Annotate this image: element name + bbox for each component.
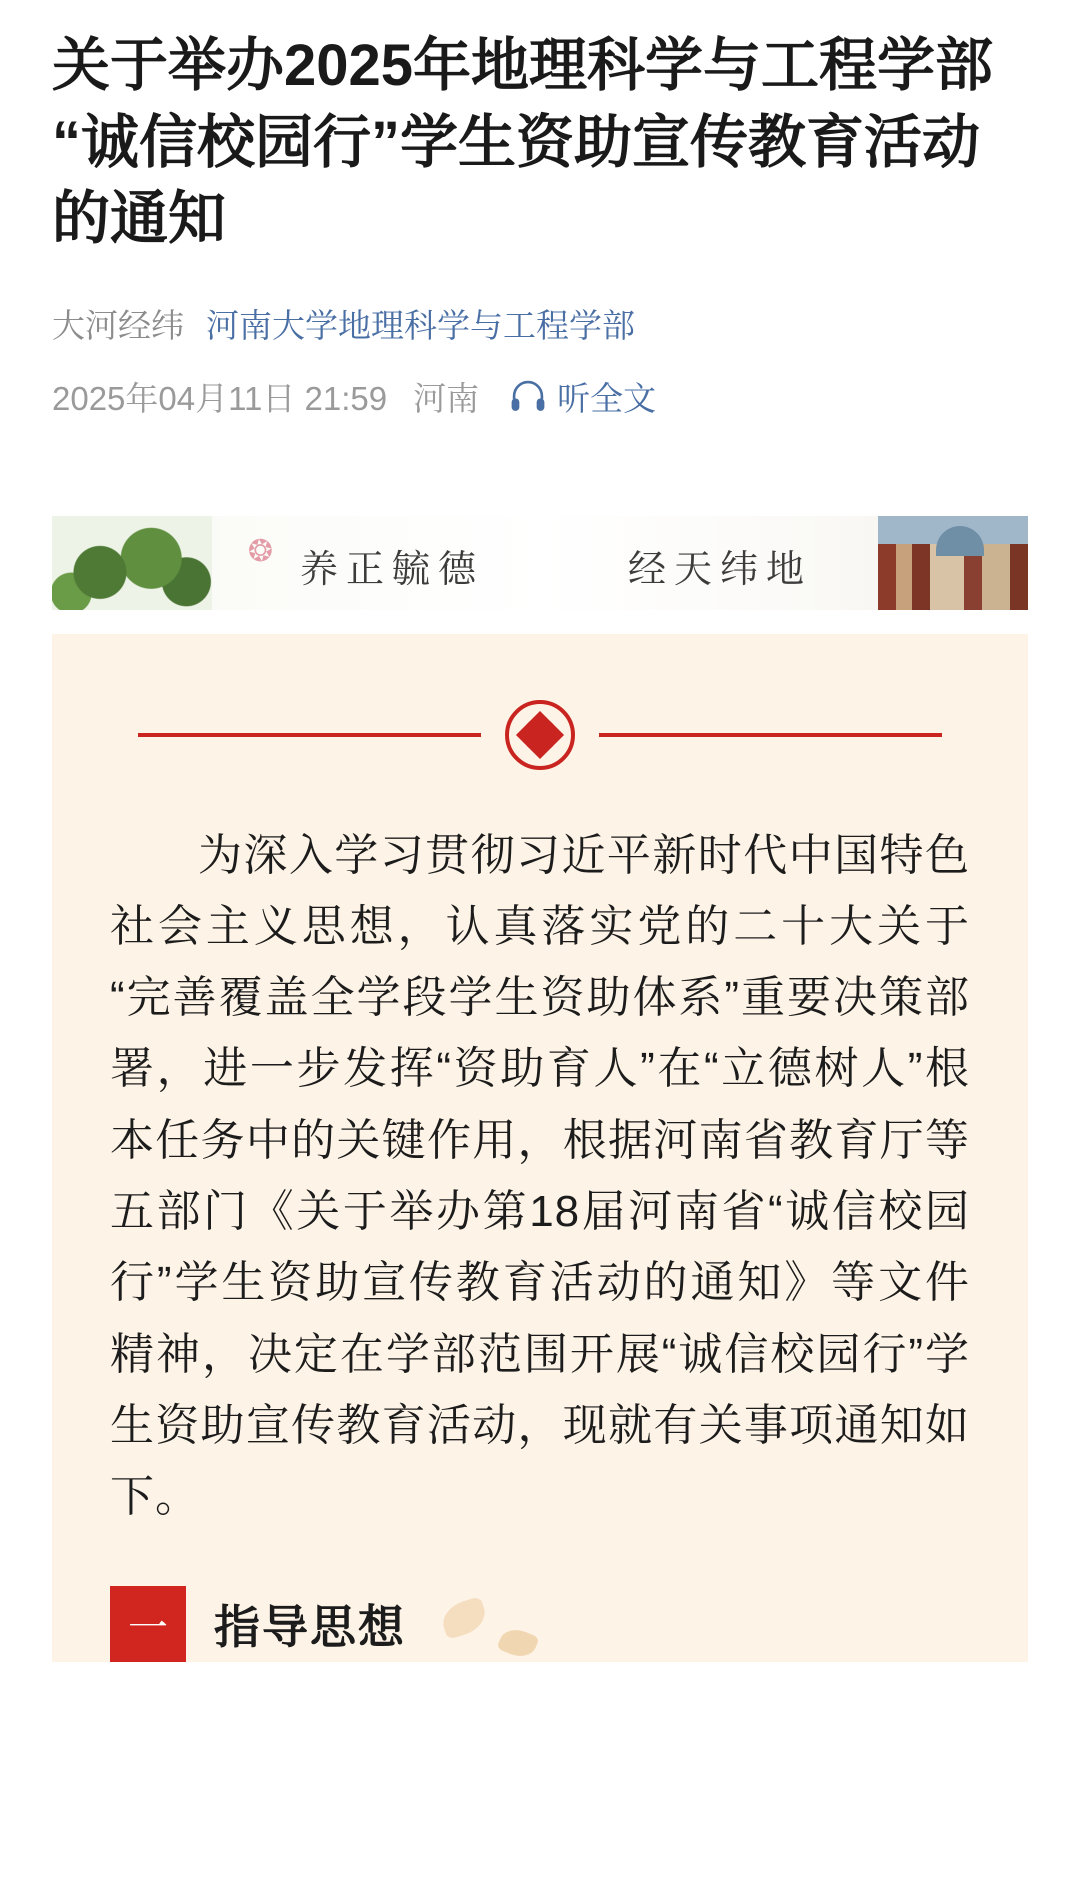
divider-rule-right [599,733,942,737]
article-header [0,0,1080,420]
section-number-badge: 一 [110,1586,186,1662]
section-heading [52,1586,1028,1662]
author-name: 大河经纬 [52,306,184,344]
tree-illustration [52,516,212,610]
petal-decoration-1 [438,1596,490,1640]
section-title: 指导思想 [214,1601,406,1654]
listen-label: 听全文 [557,379,657,417]
listen-button[interactable] [509,373,656,420]
flower-emblem-icon [505,700,575,770]
publish-date: 2025年04月11日 21:59 [52,379,388,417]
ornamental-divider [52,700,1028,770]
notice-body-text: 为深入学习贯彻习近平新时代中国特色社会主义思想，认真落实党的二十大关于“完善覆盖全学段学生资助体系”重要决策部署，进一步发挥“资助育人”在“立德树人”根本任务中的关键作用，根据河南省教育厅等五部门《关于举办第18届河南省“诚信校园行”学生资助宣传教育活动的通知》等文件精神，决定在学部范围开展“诚信校园行”学生资助宣传教育活动，现就有关事项通知如下。 [110,830,970,1522]
notice-card [52,634,1028,1663]
bird-icon: ❂ [245,533,276,570]
source-link[interactable]: 河南大学地理科学与工程学部 [206,306,635,344]
decorative-banner [52,516,1028,610]
article-body [0,516,1080,1663]
byline [52,300,1028,347]
petal-decoration-2 [496,1625,539,1663]
divider-rule-left [138,733,481,737]
banner-calligraphy-left: 养正毓德 [300,548,485,591]
page-title: 关于举办2025年地理科学与工程学部“诚信校园行”学生资助宣传教育活动的通知 [52,33,994,252]
region-label: 河南 [413,379,480,417]
meta-row [52,373,1028,420]
banner-calligraphy-right: 经天纬地 [628,548,813,591]
headphones-icon [509,379,547,413]
